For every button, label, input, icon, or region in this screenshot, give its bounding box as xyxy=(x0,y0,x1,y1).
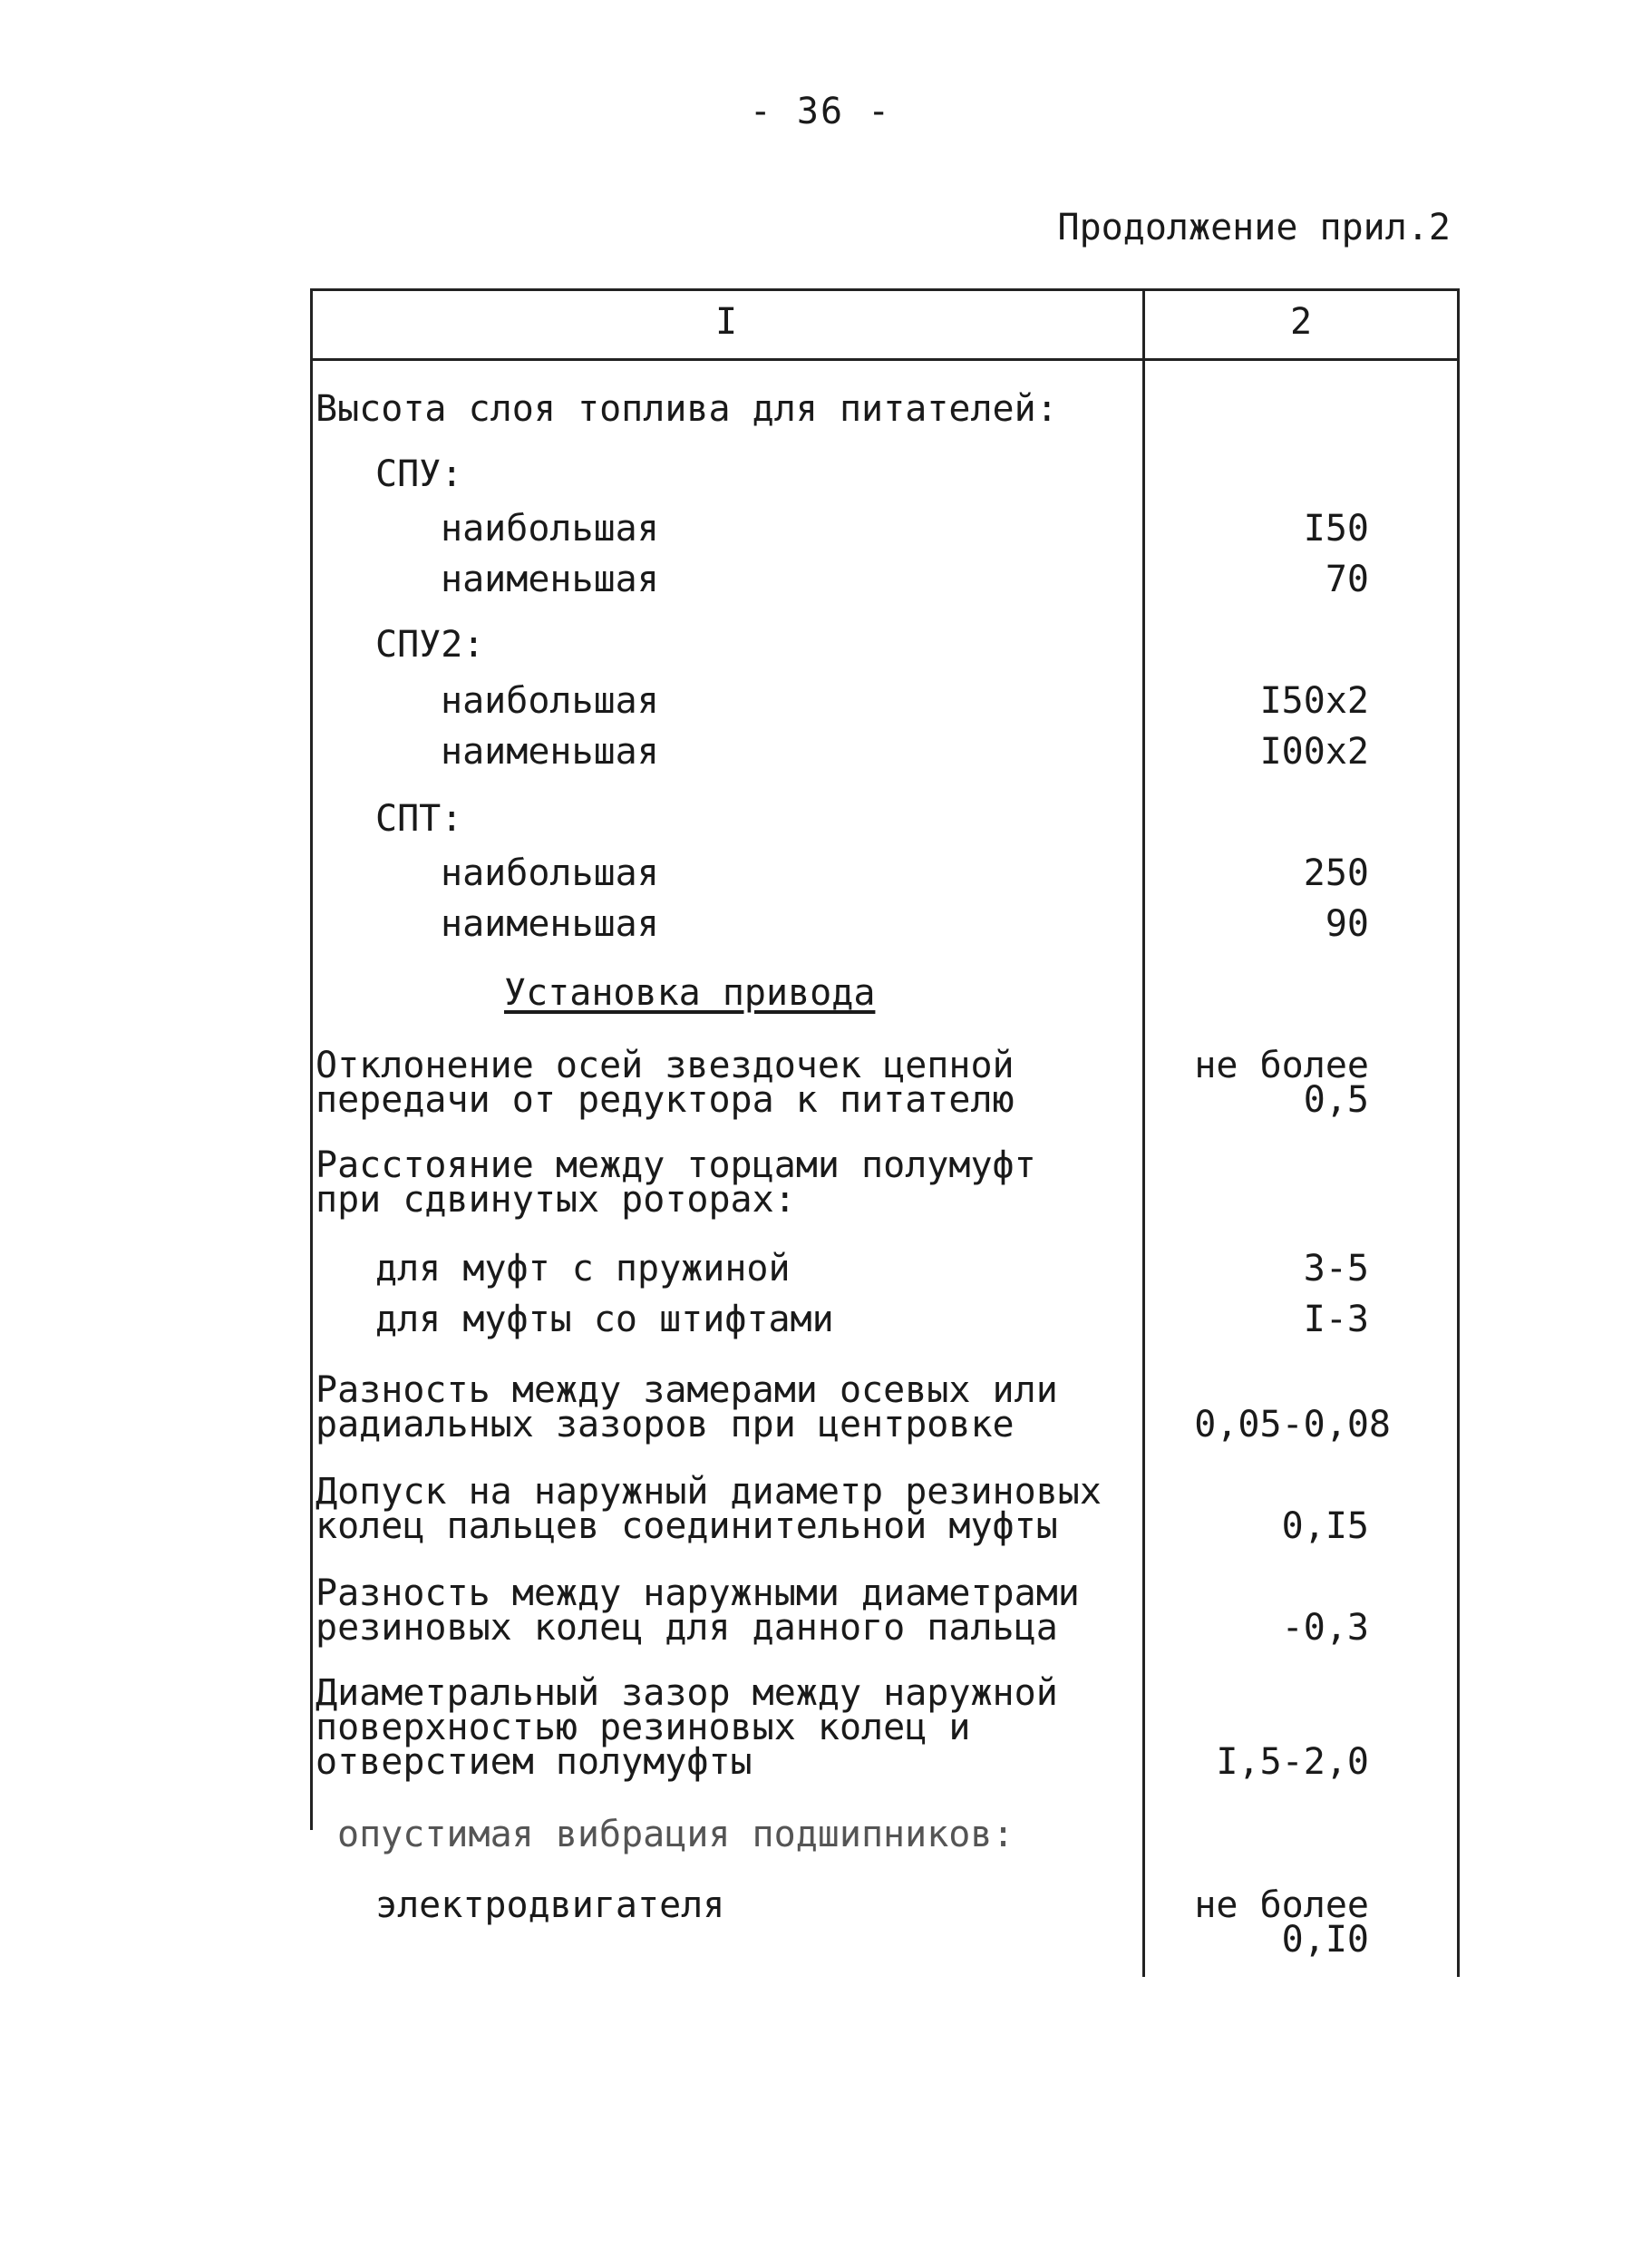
motor-value2: 0,I0 xyxy=(1281,1919,1369,1961)
spu2-label: СПУ2: xyxy=(375,624,485,666)
drive-section-title: Установка привода xyxy=(504,972,876,1014)
rubber-diff-line2: резиновых колец для данного пальца xyxy=(316,1607,1058,1649)
axis-deviation-value2: 0,5 xyxy=(1303,1079,1369,1121)
spt-max-value: 250 xyxy=(1303,852,1369,894)
spu-label: СПУ: xyxy=(375,453,463,495)
spt-max-label: наибольшая xyxy=(441,852,659,894)
spring-coupling-value: 3-5 xyxy=(1303,1248,1369,1290)
gap-line3: отверстием полумуфты xyxy=(316,1741,753,1783)
pin-coupling-label: для муфты со штифтами xyxy=(375,1299,834,1340)
column-header-2: 2 xyxy=(1289,301,1313,343)
spt-min-label: наименьшая xyxy=(441,903,659,945)
column-header-1: I xyxy=(714,301,738,343)
spt-label: СПТ: xyxy=(375,798,463,840)
coupling-distance-line1: Расстояние между торцами полумуфт xyxy=(316,1144,1036,1186)
spu2-max-value: I50x2 xyxy=(1259,680,1369,722)
spu-min-value: 70 xyxy=(1325,559,1369,600)
spu2-min-label: наименьшая xyxy=(441,731,659,773)
centering-diff-line2: радиальных зазоров при центровке xyxy=(316,1404,1015,1445)
axis-deviation-line1: Отклонение осей звездочек цепной xyxy=(316,1045,1015,1086)
table-top-border xyxy=(310,288,1460,291)
specification-table xyxy=(310,288,1460,1977)
motor-value1: не более xyxy=(1194,1884,1369,1926)
spring-coupling-label: для муфт с пружиной xyxy=(375,1248,791,1290)
centering-diff-line1: Разность между замерами осевых или xyxy=(316,1369,1058,1411)
rubber-tolerance-line1: Допуск на наружный диаметр резиновых xyxy=(316,1471,1102,1513)
gap-line2: поверхностью резиновых колец и xyxy=(316,1707,971,1748)
spu2-max-label: наибольшая xyxy=(441,680,659,722)
pin-coupling-value: I-3 xyxy=(1303,1299,1369,1340)
table-left-border xyxy=(310,288,313,1830)
spu-min-label: наименьшая xyxy=(441,559,659,600)
continuation-note: Продолжение прил.2 xyxy=(1057,207,1451,248)
axis-deviation-line2: передачи от редуктора к питателю xyxy=(316,1079,1015,1121)
spu-max-label: наибольшая xyxy=(441,508,659,550)
centering-diff-value: 0,05-0,08 xyxy=(1194,1404,1391,1445)
table-header-divider xyxy=(310,358,1460,361)
page-number: - 36 - xyxy=(749,91,892,132)
rubber-diff-value: -0,3 xyxy=(1281,1607,1369,1649)
spu2-min-value: I00x2 xyxy=(1259,731,1369,773)
table-right-border xyxy=(1457,288,1460,1977)
gap-value: I,5-2,0 xyxy=(1216,1741,1369,1783)
rubber-tolerance-line2: колец пальцев соединительной муфты xyxy=(316,1505,1058,1547)
fuel-height-title: Высота слоя топлива для питателей: xyxy=(316,388,1058,430)
coupling-distance-line2: при сдвинутых роторах: xyxy=(316,1179,796,1221)
spu-max-value: I50 xyxy=(1303,508,1369,550)
rubber-tolerance-value: 0,I5 xyxy=(1281,1505,1369,1547)
gap-line1: Диаметральный зазор между наружной xyxy=(316,1672,1058,1714)
rubber-diff-line1: Разность между наружными диаметрами xyxy=(316,1572,1080,1614)
table-column-divider xyxy=(1142,288,1145,1977)
motor-label: электродвигателя xyxy=(375,1884,725,1926)
spt-min-value: 90 xyxy=(1325,903,1369,945)
vibration-title: опустимая вибрация подшипников: xyxy=(337,1814,1015,1855)
axis-deviation-value1: не более xyxy=(1194,1045,1369,1086)
